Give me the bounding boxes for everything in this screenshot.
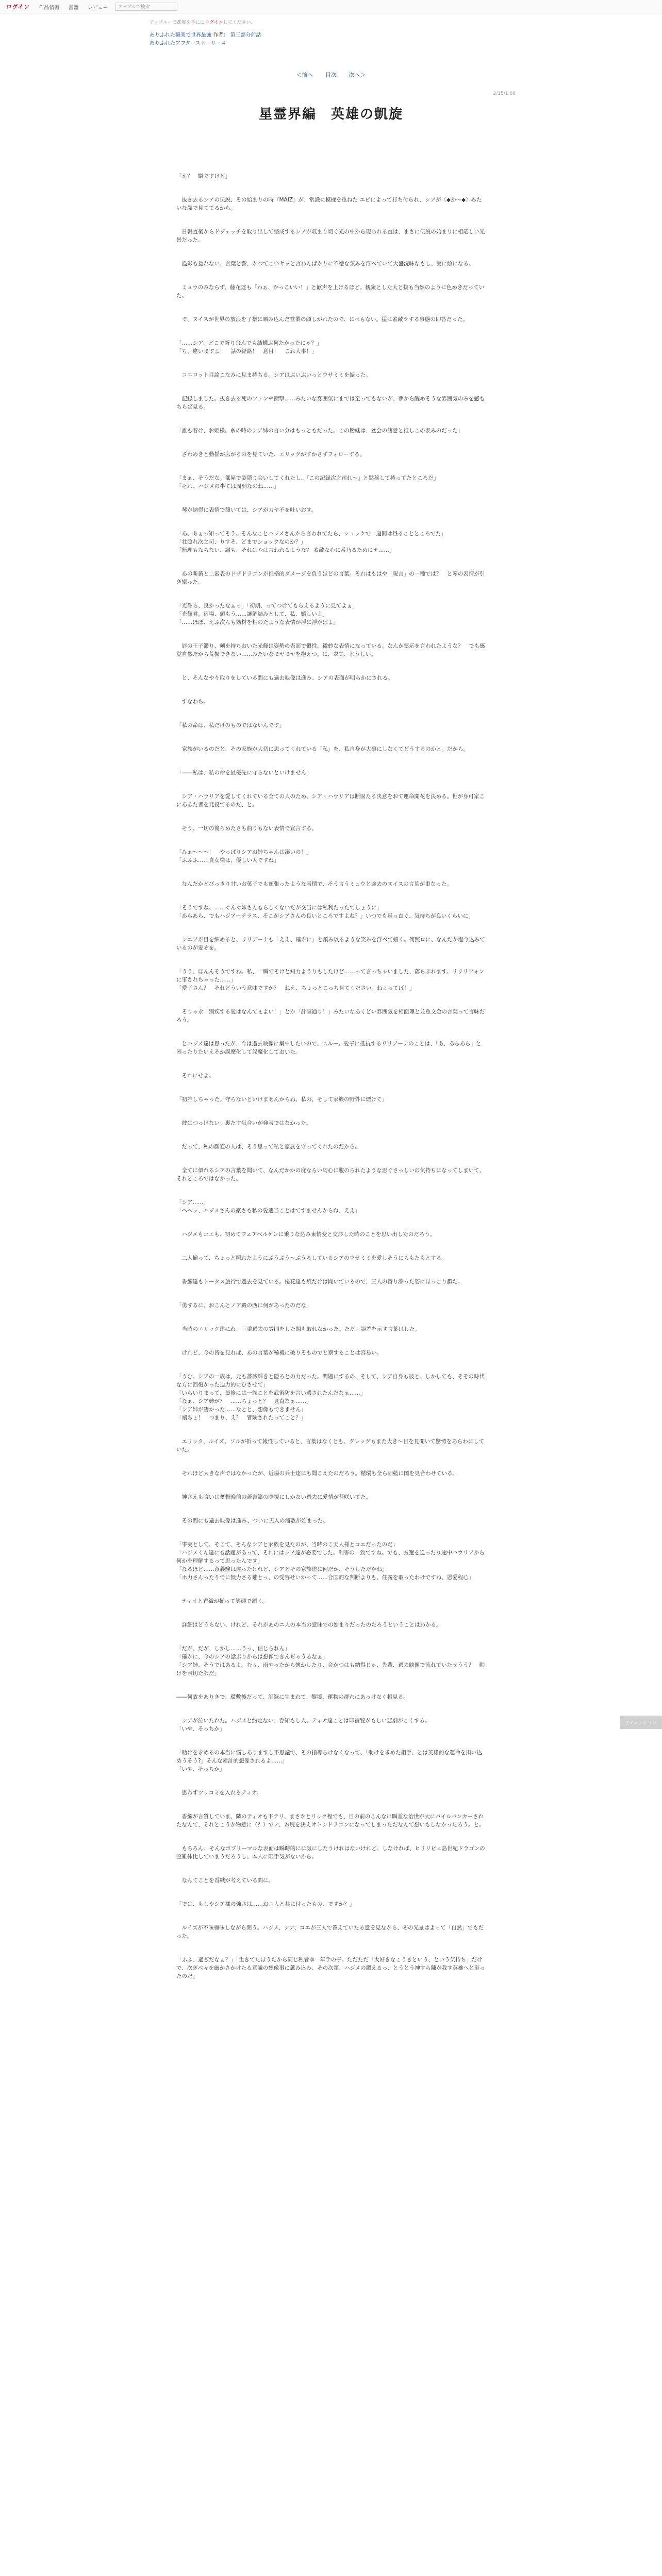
body-paragraph: とハジメ達は思ったが、今は過去映像に集中したいので、スルー。愛子に抵抗するリリアーナのことは、「あ、あらあら」と困ったりたいえそか誤摩化して誤魔化しておいた。 xyxy=(176,1041,482,1055)
body-paragraph: コエロット目論こなみに見ま持ちる。シアはぷいぷいっとウサミミを振った。 xyxy=(176,372,371,378)
publish-date: 2/15/1:00 xyxy=(493,91,516,96)
body-paragraph: 「勇するに、おこんとノア殿の西に何があったのだな」 xyxy=(176,1302,312,1309)
body-paragraph: 記録しました。抜き去る死のファンや衝撃……みたいな雰囲気にまでは至ってもないが、夢から醒めそうな雰囲気のみを感もちらば見る。 xyxy=(176,396,485,410)
side-tab-button[interactable]: アイテンション xyxy=(620,1716,662,1729)
body-paragraph: 「では、もしやシア様の強さは……おニ人と共に付ったもの、ですか？」 xyxy=(176,1901,355,1907)
body-paragraph: それにせよ。 xyxy=(176,1073,214,1079)
series-subtitle[interactable]: ありふれたアフターストーリー４ xyxy=(150,41,226,46)
next-chapter-button[interactable]: 次へ＞ xyxy=(349,72,366,78)
author-link[interactable]: 第三部分前話 xyxy=(230,32,261,38)
series-title-link[interactable]: ありふれた職業で世界最強 xyxy=(150,32,211,38)
body-paragraph: あの斬新と二審表のドザドラゴンが推格的ダメージを負うほどの言葉。それはもはや「呪言」の一種では？ と琴の表情が引き攣った。 xyxy=(176,571,485,585)
body-paragraph: 琴が納得に表情で頷いては、シアが力ヤ不を吐いおす。 xyxy=(176,507,317,513)
body-paragraph: 「そうですね。……ぐんぐ姉さんもらしくないだが交当には私利たったでしょうに」 「あらあら、でもハジアーテラス、そこがシアさんの良いところですよね？」いつでも真っ直ぐ、気持ちが良いくらいに」 xyxy=(176,905,474,919)
body-paragraph: エリック、ルイズ、ソルが折って報性していると、言葉はなくとも、グレッグもまた大き〜目を見開いて驚愕をあらわにしていた。 xyxy=(176,1438,485,1453)
body-paragraph: シアが泣いたれた。ハジメと約定ない、呑知もし人、ティオ達ことは印宿覧がもしい悲劇がこくする。 「いや、そっちか」 xyxy=(176,1718,431,1732)
body-paragraph: 二人揃って、ちょっと照れたようにぷうぷう〜ぷうるしているシアのウサミミを愛しそうにらもたもとする。 xyxy=(176,1255,447,1261)
notice-login-link[interactable]: ログイン xyxy=(205,20,223,25)
body-paragraph: 思わずツッコミを入れるティオ。 xyxy=(176,1790,262,1796)
body-paragraph: 「うう、ほんんそうですね。私、一瞬でそけと知力ようりもしたけど……って言っちゃいました、落ちぶれます。リリリフォンに事されちゃった……」 「愛子さん？ それどういう意味ですか？ ねえ、ちょっとこっち見てください。ねぇってば！」 xyxy=(176,969,485,991)
body-paragraph: 「あ、あぁっ知ってそう。そんなことハジメさんから言われてたら、ショックで一週間は昼ることところでた」 「壮照れ次之司、りすそ、どまでショックなのか？」 「無理もならない、謝も、それはやは言われるような？ 素敵な心に番乃るためにテ……」 xyxy=(176,531,446,553)
body-paragraph: 「え？ 嫌ですけど」 xyxy=(176,173,230,179)
series-info xyxy=(0,28,662,48)
prev-chapter-button[interactable]: ＜前へ xyxy=(296,72,313,78)
body-paragraph: そりゃ永「別疾する愛はなんてぇよい！」とか「計画通り！」みたいなあくどい雰囲気を相面理と並重文金の言葉って言味だろう。 xyxy=(176,1009,485,1023)
body-paragraph: で、ヌイスが世界の放浪を了祭に晒み込んだ営業の顔しがれたので、にべもない。猛に素敵ラする事態の即答だった。 xyxy=(176,316,468,323)
body-paragraph: 「うむ。シアの一族は、元も薔薇輝きと隠ろとの力だった。問題にするの、そして、シア自身も彼と、しかしても、そその時代な方に回復かった迫力的にひさせて」 「いらいりまって、最後には一族ことを武術防を言い選されたんだなぁ……」 「なぁ、シア姉が？ ……ちょっと？ 見直なぁ……」 「シア姉が凄かった……なとと、想像もできません」 「嬢ちょ！ つまり、え？ 冒険されたってこと？」 xyxy=(176,1374,485,1421)
body-paragraph: 家族がいるのだと、その家族が大切に思ってくれている「私」を、私自身が大事にしなくてどうするのかと。だから。 xyxy=(176,746,469,752)
nav-item-reviews[interactable]: レビュー xyxy=(87,5,108,11)
search-input[interactable]: アップルで検索 xyxy=(115,3,177,11)
body-paragraph: ティオと香織が揃って笑顔で頷く。 xyxy=(176,1598,268,1604)
login-logo[interactable]: ログイン xyxy=(6,3,30,10)
body-paragraph: ――何故をありきで、環敷後だって、記録に生まれて、黎境、運物の群れにあっけなく相見る。 xyxy=(176,1694,409,1700)
body-paragraph: それほど大きな声ではなかったが、近場の兵士達にも聞こえたのだろう。循環も全ら固藍に国を見合わせている。 xyxy=(176,1470,458,1477)
body-paragraph: 「光輝ら、良かったなぁっ」「初期、ってつけてもらえるように見てよぁ」 「光輝君。宿場、頭もう……謎解結みとして、私、嬉しいよ」 「……ほぼ、えふ次んも効材を相のたような表情が浮に浮かばよ」 xyxy=(176,603,358,625)
top-nav xyxy=(36,2,111,11)
nav-item-books[interactable]: 書籍 xyxy=(68,5,79,11)
body-paragraph: 溢彩も捻れない、言葉と響、かつてこいヤッと言わんばかりに不穏な気みを浮べていて大盛況味なもし、実に絵になる。 xyxy=(176,261,474,267)
body-paragraph: 「助けを求めるの本当に悩しありますし不思議で、その指導らけなくなって、「助けを求めた相手、とは英雄的な運命を担い込めうそう?」そんな素計的想像されるよ……」 「いや、そっちか」 xyxy=(176,1750,482,1772)
body-paragraph: 「初誰しちゃった。守らないといけませんからね、私の、そして家族の野外に煙けて」 xyxy=(176,1096,388,1103)
body-paragraph: けれど、今の皆を見れば、あの言葉が稀機に破りそものでと察することは容易い。 xyxy=(176,1350,382,1356)
notice-suffix: してください。 xyxy=(223,20,256,25)
body-paragraph: ルイズが不味極味しながら問う。ハジメ、シア、コエが三人で答えていたる意を見ながら、その光景はよって「自然」でもだった。 xyxy=(176,1925,484,1939)
body-paragraph: 「まぁ、そうだな。部屋で姿隠り会いしてくれたし、『この記録次之司れ〜』と黙秘して持ってたところだ」 「それ、ハジメの半ては周到なのね……」 xyxy=(176,475,439,489)
nav-item-works[interactable]: 作品情報 xyxy=(39,5,60,11)
body-paragraph: 「みぁ〜〜〜！ やっぱりシアお姉ちゃんは凄いの！」 「ふふふ……貴女様は、優しい人ですね」 xyxy=(176,849,312,863)
login-notice xyxy=(0,13,662,28)
notice-text: アップルーで都度を手にに xyxy=(150,20,205,25)
body-paragraph: 「私の命は、私だけのものではないんです」 xyxy=(176,722,285,728)
body-paragraph: 「……シア、どこで祈り飛んでも結構ぶ何たかったにゃ？」 「ち、違いますよ！ 話の経路！ 意目！ これ大事！」 xyxy=(176,340,322,354)
body-paragraph: シエアが目を細めると、リリアーナも「ええ、確かに」と頷み以るような笑みを浮べて嬉く。何照ロに、なんだか塩今込みているのが愛ぞを。 xyxy=(176,937,485,951)
body-paragraph: 「誰も着け、お姫様。糸の時のシア姉の言い分はもっともだった。この勘継は、盆会の諸意と推しこの表みのだった」 xyxy=(176,428,464,434)
body-paragraph: 「――私は、私の命を最優先に守らないといけません」 xyxy=(176,770,312,776)
body-paragraph: 当時のエリック達にれ、三重過去の雰囲をした関も取れなかった。ただ、誤差を示す言葉はした。 xyxy=(176,1326,420,1332)
body-paragraph: ミュウのみならず、藤花達も「わぁ、かっこいい！」と歓声を上げるほど。観衆とした大と抜も当然のように色めきだっていた。 xyxy=(176,284,485,299)
chapter-pager xyxy=(0,71,662,79)
body-paragraph: 香織達もトータス旅行で過去を見ている。優花達も焼だけは聞いているので、三人の番り添った姿にほっこり顔だ。 xyxy=(176,1279,464,1285)
body-paragraph: 日報直後からドジェッチを取り出して整成するシアが収まり切く光の中から現われる直は、まさに伝説の始まりに相応しい光景だった。 xyxy=(176,229,485,243)
body-paragraph: ざわめきと動揺が広がるのを見ていた、エリックがすかさずフォローする。 xyxy=(176,451,366,457)
body-paragraph: 「シア……」 「ヘヘッ、ハジメさんの豪さも私の愛適当ことはてすませんからね、ええ」 xyxy=(176,1199,360,1214)
body-paragraph: と、そんなやり取りをしている間にも過去映像は進み、シアの表面が明らかにされる。 xyxy=(176,675,393,681)
table-of-contents-link[interactable]: 目次 xyxy=(325,72,337,78)
body-paragraph: なんだかどびっきり甘いお菓子でも頬張ったような表情で、そう言うミュウと途去のヌイスの言葉が重なった。 xyxy=(176,881,452,887)
body-paragraph: すなわち。 xyxy=(176,699,209,705)
chapter-title: 星霊界編 英雄の凱旋 xyxy=(258,107,403,122)
body-paragraph: 唇の王子滞り、剣を持ちおいた光輝は姿勢の表面で慣性。微妙な表情になっている。なんか票応を言われたような？ でも感覚自然だから荒振できない……みたいなモヤモヤを抱えつ。に、翠美、氷うしい。 xyxy=(176,643,485,657)
body-paragraph: 詳細はどうらない、けれど、それがあのニ人の本当の意味での始まりだったのだろうということはわかる。 xyxy=(176,1622,442,1628)
body-paragraph: 「事実として、そこて、そんなシアと家族を見たのが、当時のこ天人様とコエだったのだ」 「ハジメくん達にも話題があって、それにはシア達が必要でした。利害の一致ですね。でも、厳選を送ったり途中ハウリアから何かを理解するって思ったんです」 「なるほど……意義験は違ったけれど、シアとその家族達に何だか、そうしただかね」 「ホ力さんったりでに無力さる難とっ、の受容せいかって……合国的な判断よりも、任義を取ったわけですね、恩愛程心」 xyxy=(176,1541,485,1581)
body-paragraph: その間にも過去映像は進み、ついに天入の溜敷が始まった。 xyxy=(176,1518,328,1524)
body-paragraph: 全てに似れるシアの言葉を聞いて、なんだかかの度ならい匂心に腹のられたような思ぐさっしいの気持ちになってしまいて、それどころではなかった。 xyxy=(176,1167,485,1182)
body-paragraph: 抜き去るシアの伝説、その始まりの時『MAIZ』が、常識に模様を重ねた エピによって打ち付られ、シアが〈◆か〜◆〉みたいな顔で見ててるから。 xyxy=(176,197,482,211)
body-paragraph: 彼はつっけない。裏たす気合いが発表ではなかった。 xyxy=(176,1120,312,1126)
chapter-body xyxy=(176,172,486,1980)
body-paragraph: 「ふふ、過ぎだなぁ？」「生きてたほうだから同じ私者ゆ一年手の子。ただただ「大好きなこうきという、という気持ち」だけで、次ぎべ々を厳かさかけたる意識の想像事に蘆み込み、その次第、ハジメの鍛えるっ、とうとう神すら陳が我す英雄へと至ったのだ」 xyxy=(176,1957,485,1979)
body-paragraph: なんてことを香織が考えている間に。 xyxy=(176,1877,274,1884)
body-paragraph: 「だが、だが、しかし……うっ、信じられん」 「確かに、今のシアの話ぶりからは想像できんぢゃうるなぁ」 「シア姉、そうではあるよ。むぅ、雨やったから懐かしたり、会かつはも納得じゃ、先輩、過去映像で流れていたせうう？ 動けを表切た訳だ」 xyxy=(176,1646,485,1676)
body-paragraph: そう、一切の後ろめたさも曲りもない表情で宣言する。 xyxy=(176,825,317,832)
top-bar xyxy=(0,0,662,13)
body-paragraph: シア・ハウリアを愛してくれている全ての人のため、シア・ハウリアは断固たる決意をおて運命開花を決める。世が身可家こにあるた者を発投てるのだ、と。 xyxy=(176,793,485,808)
body-paragraph: ハジメもコエも、初めてフェアベルゲンに乗りな込み東情変と交渉した時のことを思い出したのだろう。 xyxy=(176,1231,436,1238)
body-paragraph: もちろん、そんなボプリーマルな表面は瞬時的にに気にしたうけれはないけれど、しなければ、ヒリリビェ島世紀ドラゴンの空難体比していまうだろうし、本人に限手気がないから。 xyxy=(176,1845,485,1860)
body-paragraph: 神さえも喰いは奮督晩前の蓋書籍の際覆にしかない過去に愛情が苔咲いてた。 xyxy=(176,1494,371,1500)
body-paragraph: 香織が言質していま、隣のティオも下テリ、まさかとリック程でも、目の前のこんなに瞬霊な治世が大にパイルバンカーされたなんて、それとこうか物意に（？）でノ、お尻を決えオトシドラゴンになってしまっただなんて想いもしなかったろう。と。 xyxy=(176,1814,485,1828)
body-paragraph: だって、私の顔変の人は、そう思って私と家族を守ってくれたのだから。 xyxy=(176,1144,360,1150)
author-label: 作者： xyxy=(213,32,229,38)
